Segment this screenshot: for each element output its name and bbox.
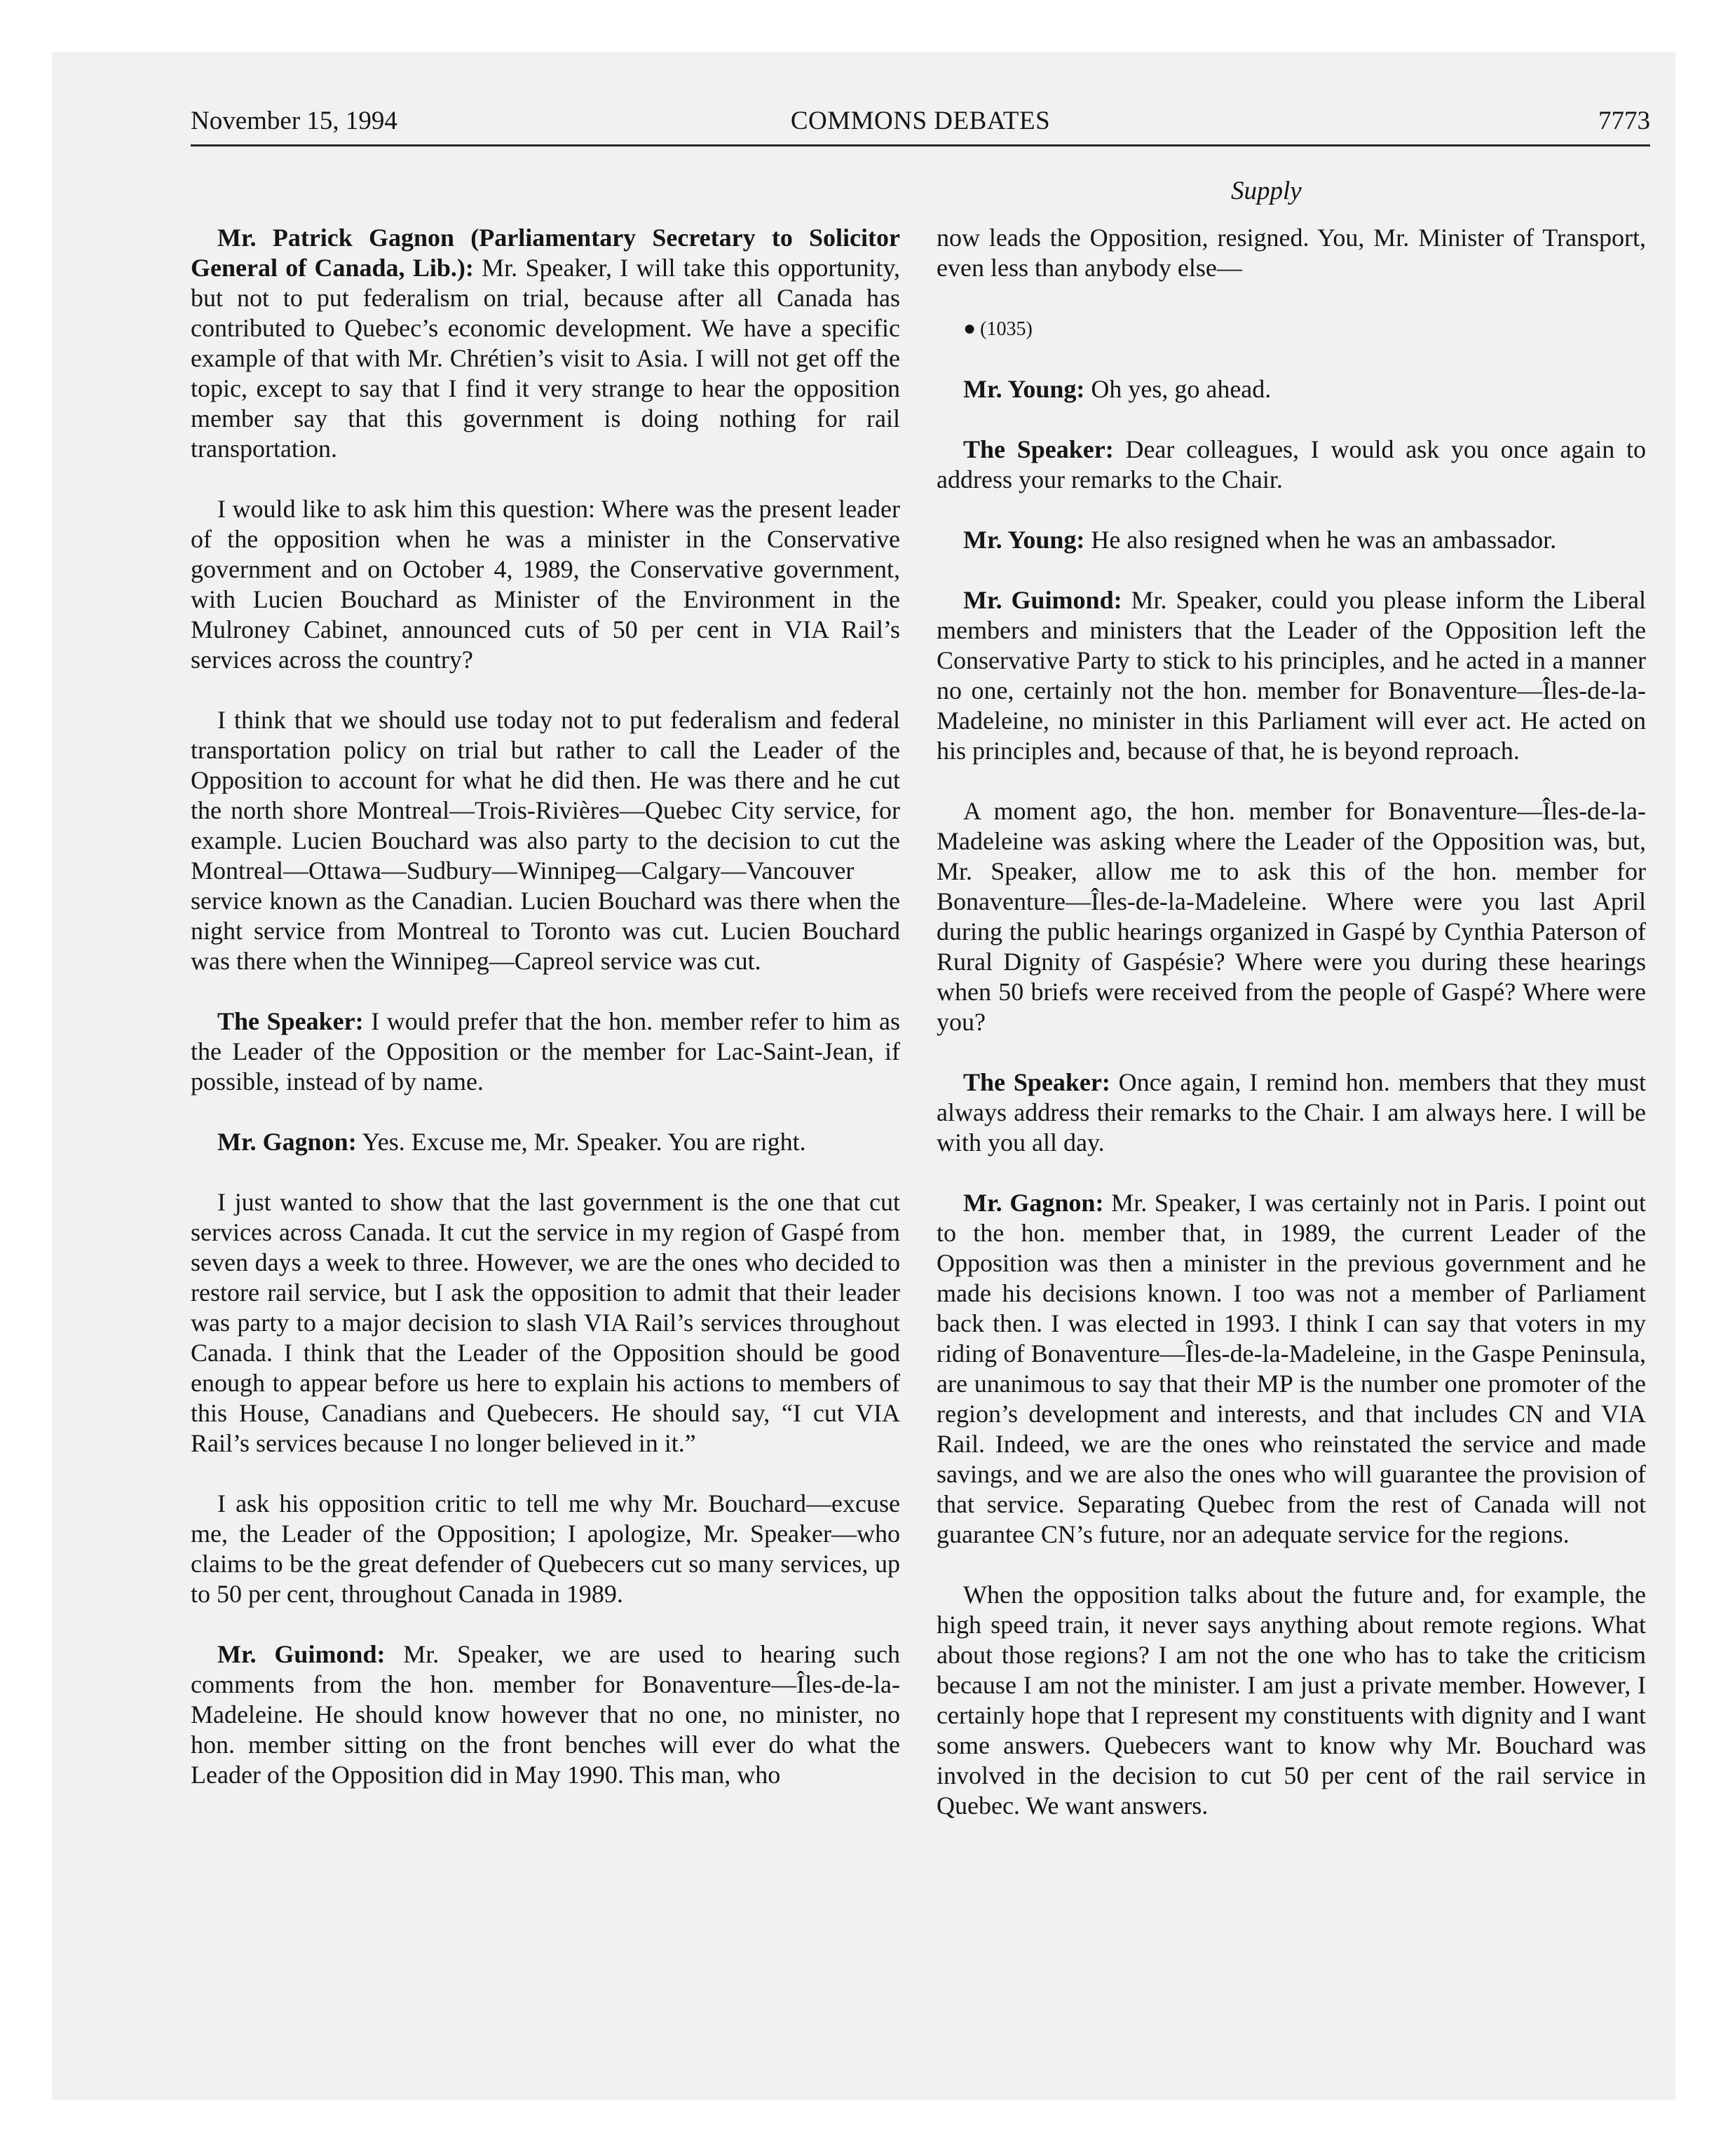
speaker-name: Mr. Gagnon: [963, 1189, 1104, 1217]
speech-text: When the opposition talks about the future and, for example, the high speed train, it never says anything about remote regions. What about those regions? I am not the one who has to take the criticism because I am not the minister. I am just a private member. However, I certainly hope that I represent my constituents with dignity and I want some answers. Quebecers want to know why Mr. Bouchard was involved in the decision to cut 50 per cent of the rail service in Quebec. We want answers. [937, 1581, 1646, 1820]
speech-text: Once again, I remind hon. members that they must always address their remarks to the Chair. I am always here. I will be with you all day. [937, 1068, 1647, 1157]
speech-text: Oh yes, go ahead. [1084, 375, 1272, 403]
speaker-name: Mr. Guimond: [217, 1640, 386, 1668]
paragraph [191, 1007, 900, 1097]
speech-text: Dear colleagues, I would ask you once again to address your remarks to the Chair. [937, 435, 1647, 493]
speech-text: Yes. Excuse me, Mr. Speaker. You are right. [356, 1128, 806, 1156]
timestamp-marker [937, 313, 1646, 344]
speech-text: Mr. Speaker, I will take this opportunity, but not to put federalism on trial, because after all Canada has contributed to Quebec’s economic development. We have a specific example of that with Mr. Chrétien’s visit to Asia. I will not get off the topic, except to say that I find it very strange to hear the opposition member say that this government is doing nothing for rail transportation. [191, 254, 900, 463]
paragraph [937, 1067, 1646, 1158]
page-number: 7773 [1598, 107, 1650, 135]
paragraph [937, 585, 1646, 766]
paragraph [191, 1639, 900, 1790]
speaker-name: The Speaker: [963, 1068, 1110, 1096]
speech-text: I just wanted to show that the last government is the one that cut services across Canada. It cut the service in my region of Gaspé from seven days a week to three. However, we are the ones who decided to restore rail service, but I ask the opposition to admit that their leader was party to a major decision to slash VIA Rail’s services throughout Canada. I think that the Leader of the Opposition should be good enough to appear before us here to explain his actions to members of this House, Canadians and Quebecers. He should say, “I cut VIA Rail’s services because I no longer believed in it.” [191, 1188, 900, 1457]
paragraph [937, 796, 1646, 1037]
paragraph [937, 1188, 1646, 1550]
right-column [937, 223, 1646, 1851]
header-rule [191, 144, 1650, 146]
speech-text: I would like to ask him this question: Where was the present leader of the opposition when he was a minister in the Conservative government and on October 4, 1989, the Conservative government, with Lucien Bouchard as Minister of the Environment in the Mulroney Cabinet, announced cuts of 50 per cent in VIA Rail’s services across the country? [191, 495, 900, 674]
paragraph [937, 525, 1646, 555]
header-title: COMMONS DEBATES [790, 107, 1051, 135]
paragraph [937, 374, 1646, 404]
speaker-name: The Speaker: [963, 435, 1114, 463]
continued-paragraph: now leads the Opposition, resigned. You, Mr. Minister of Transport, even less than anybody else— [937, 224, 1646, 282]
paragraph [937, 1580, 1646, 1821]
speech-text: A moment ago, the hon. member for Bonaventure—Îles-de-la-Madeleine was asking where the Leader of the Opposition was, but, Mr. Speaker, allow me to ask this of the hon. member for Bonaventure—Îles-de-la-Madeleine. Where were you last April during the public hearings organized in Gaspé by Cynthia Paterson of Rural Dignity of Gaspésie? Where were you during these hearings when 50 briefs were received from the people of Gaspé? Where were you? [937, 797, 1646, 1036]
paragraph [191, 494, 900, 675]
speech-text: I think that we should use today not to put federalism and federal transportation policy on trial but rather to call the Leader of the Opposition to account for what he did then. He was there and he cut the north shore Montreal—Trois-Rivières—Quebec City service, for example. Lucien Bouchard was also party to the decision to cut the Montreal—Ottawa—Sudbury—Winnipeg—Calgary—Vancouver service known as the Canadian. Lucien Bouchard was there when the night service from Montreal to Toronto was cut. Lucien Bouchard was there when the Winnipeg—Capreol service was cut. [191, 706, 900, 975]
paragraph [191, 1187, 900, 1459]
bullet-icon: ● [963, 317, 977, 340]
paragraph [937, 435, 1646, 495]
page-header [191, 104, 1650, 139]
header-date: November 15, 1994 [191, 107, 397, 135]
section-title: Supply [1231, 177, 1302, 205]
speech-text: I ask his opposition critic to tell me why Mr. Bouchard—excuse me, the Leader of the Opposition; I apologize, Mr. Speaker—who claims to be the great defender of Quebecers cut so many services, up to 50 per cent, throughout Canada in 1989. [191, 1489, 900, 1608]
paragraph [191, 1489, 900, 1609]
speech-text: Mr. Speaker, I was certainly not in Paris. I point out to the hon. member that, in 1989, the current Leader of the Opposition was then a minister in the previous government and he made his decisions known. I too was not a member of Parliament back then. I was elected in 1993. I think I can say that voters in my riding of Bonaventure—Îles-de-la-Madeleine, in the Gaspe Peninsula, are unanimous to say that their MP is the number one promoter of the region’s development and interests, and that includes CN and VIA Rail. Indeed, we are the ones who reinstated the service and made savings, and we are also the ones who will guarantee the provision of that service. Separating Quebec from the rest of Canada will not guarantee CN’s future, nor an adequate service for the regions. [937, 1189, 1647, 1548]
speaker-name: The Speaker: [217, 1007, 364, 1035]
speech-text: Mr. Speaker, we are used to hearing such comments from the hon. member for Bonaventure—Îles-de-la-Madeleine. He should know however that no one, no minister, no hon. member sitting on the front benches will ever do what the Leader of the Opposition did in May 1990. This man, who [191, 1640, 900, 1789]
paragraph [191, 705, 900, 976]
speech-text: Mr. Speaker, could you please inform the Liberal members and ministers that the Leader of the Opposition left the Conservative Party to stick to his principles, and he acted in a manner no one, certainly not the hon. member for Bonaventure—Îles-de-la-Madeleine, no minister in this Parliament will ever act. He acted on his principles and, because of that, he is beyond reproach. [937, 586, 1647, 765]
speaker-name: Mr. Young: [963, 526, 1085, 554]
speaker-name: Mr. Gagnon: [217, 1128, 357, 1156]
paragraph [191, 223, 900, 464]
left-column [191, 223, 900, 1820]
speech-text: He also resigned when he was an ambassador. [1084, 526, 1557, 554]
speech-text: I would prefer that the hon. member refer to him as the Leader of the Opposition or the member for Lac-Saint-Jean, if possible, instead of by name. [191, 1007, 900, 1096]
speaker-name: Mr. Patrick Gagnon (Parliamentary Secretary to Solicitor General of Canada, Lib.): [191, 224, 900, 282]
paragraph [191, 1127, 900, 1157]
speaker-name: Mr. Young: [963, 375, 1085, 403]
timestamp: (1035) [980, 318, 1033, 340]
speaker-name: Mr. Guimond: [963, 586, 1122, 614]
